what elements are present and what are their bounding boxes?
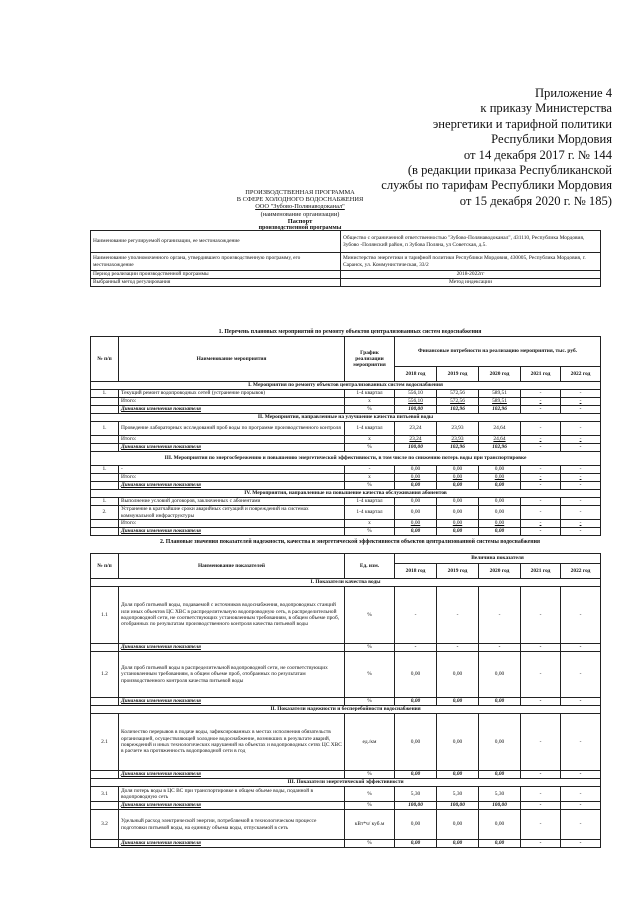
row-num: 3.1 bbox=[91, 787, 119, 802]
table-row bbox=[91, 390, 601, 398]
row-num bbox=[91, 444, 119, 452]
row-value: 24,64 bbox=[479, 422, 521, 436]
row-value: - bbox=[521, 652, 561, 698]
table-row bbox=[91, 482, 601, 490]
passport-value: Министерство энергетики и тарифной политики Республики Мордовия, 430005, Республика Мордовия, г. Саранск, ул. Коммунистическая, 33/2 bbox=[341, 253, 601, 271]
row-value: - bbox=[561, 498, 601, 506]
row-num bbox=[91, 398, 119, 406]
row-value: - bbox=[521, 714, 561, 771]
row-value: 0,00 bbox=[437, 520, 479, 528]
row-value: 0,00 bbox=[437, 528, 479, 536]
passport-label: Наименование регулируемой организации, ее местонахождение bbox=[91, 231, 341, 253]
table-row bbox=[91, 528, 601, 536]
col-finance-header: Финансовые потребности на реализацию мероприятия, тыс. руб. bbox=[395, 337, 601, 367]
row-unit: % bbox=[345, 644, 395, 652]
table-row bbox=[91, 698, 601, 706]
row-value: 0,00 bbox=[479, 474, 521, 482]
row-name: Динамика изменения показателя bbox=[119, 644, 345, 652]
row-value: 0,00 bbox=[437, 652, 479, 698]
section-title: I. Мероприятия по ремонту объектов централизованных систем водоснабжения bbox=[91, 382, 601, 390]
row-sched: 1-4 квартал bbox=[345, 506, 395, 520]
row-value: 0,00 bbox=[395, 698, 437, 706]
table-row bbox=[91, 506, 601, 520]
row-value: 100,00 bbox=[395, 802, 437, 810]
year-header: 2022 год bbox=[561, 367, 601, 382]
row-value: 0,00 bbox=[395, 771, 437, 779]
row-value: - bbox=[561, 406, 601, 414]
section-row bbox=[91, 452, 601, 466]
passport-row bbox=[91, 231, 601, 253]
row-name: Выполнение условий договоров, заключенных с абонентами bbox=[119, 498, 345, 506]
table-row bbox=[91, 802, 601, 810]
section-title: II. Показатели надежности и бесперебойности водоснабжения bbox=[91, 706, 601, 714]
row-value: 23,93 bbox=[437, 422, 479, 436]
section-row bbox=[91, 490, 601, 498]
passport-value: 2018-2022гг bbox=[341, 271, 601, 279]
row-unit: % bbox=[345, 802, 395, 810]
row-name: Устранение в кратчайшие сроки аварийных ситуаций и повреждений на системах коммунальной инфраструктуры bbox=[119, 506, 345, 520]
row-value: - bbox=[561, 587, 601, 644]
repair-measures-table bbox=[90, 336, 601, 536]
row-value: 100,00 bbox=[437, 802, 479, 810]
table-row bbox=[91, 787, 601, 802]
row-value: 0,00 bbox=[479, 840, 521, 848]
row-value: - bbox=[521, 771, 561, 779]
passport-subtitle: производственной программы bbox=[258, 225, 342, 231]
section-row bbox=[91, 382, 601, 390]
row-value: 0,00 bbox=[395, 520, 437, 528]
passport-table bbox=[90, 230, 601, 287]
row-value: - bbox=[561, 466, 601, 474]
row-value: - bbox=[521, 406, 561, 414]
year-header: 2021 год bbox=[521, 367, 561, 382]
row-value: - bbox=[479, 644, 521, 652]
row-value: - bbox=[561, 506, 601, 520]
row-value: - bbox=[561, 644, 601, 652]
section-title: III. Показатели энергетической эффективности bbox=[91, 779, 601, 787]
row-value: - bbox=[561, 528, 601, 536]
row-value: - bbox=[437, 587, 479, 644]
table-row bbox=[91, 436, 601, 444]
row-value: - bbox=[521, 390, 561, 398]
section-title: IV. Мероприятия, направленные на повышение качества обслуживания абонентов bbox=[91, 490, 601, 498]
row-name: Динамика изменения показателя bbox=[119, 771, 345, 779]
row-name: Проведение лабораторных исследований проб воды по программе производственного контроля bbox=[119, 422, 345, 436]
table-row bbox=[91, 840, 601, 848]
row-value: 0,00 bbox=[437, 498, 479, 506]
row-sched: % bbox=[345, 444, 395, 452]
appendix-line: от 14 декабря 2017 г. № 144 bbox=[463, 147, 612, 162]
row-value: - bbox=[521, 802, 561, 810]
row-num: 1. bbox=[91, 390, 119, 398]
row-unit: % bbox=[345, 652, 395, 698]
row-value: 0,00 bbox=[437, 506, 479, 520]
row-num bbox=[91, 406, 119, 414]
row-value: 0,00 bbox=[395, 528, 437, 536]
organization-caption: (наименование организации) bbox=[260, 211, 340, 218]
col-name-header: Наименование показателей bbox=[119, 554, 345, 579]
row-value: - bbox=[521, 528, 561, 536]
row-value: - bbox=[521, 840, 561, 848]
table-row bbox=[91, 652, 601, 698]
row-name: - bbox=[119, 466, 345, 474]
row-sched: x bbox=[345, 398, 395, 406]
row-name: Динамика изменения показателя bbox=[119, 528, 345, 536]
row-value: 100,00 bbox=[395, 444, 437, 452]
row-value: - bbox=[561, 444, 601, 452]
appendix-line: от 15 декабря 2020 г. № 185) bbox=[459, 193, 612, 208]
col-values-header: Величина показателя bbox=[395, 554, 601, 564]
row-value: 556,10 bbox=[395, 390, 437, 398]
row-value: 0,00 bbox=[437, 771, 479, 779]
passport-value: Общество с ограниченной ответственностью "Зубово-Полянаводоканал", 431110, Республика Мордовия, Зубово -Полянский район, п Зубова Поляна, ул Советская, д.5. bbox=[341, 231, 601, 253]
row-value: - bbox=[521, 644, 561, 652]
table-row bbox=[91, 406, 601, 414]
row-value: 23,93 bbox=[437, 436, 479, 444]
row-sched: % bbox=[345, 482, 395, 490]
section-row bbox=[91, 414, 601, 422]
row-unit: кВт*ч/ куб.м bbox=[345, 810, 395, 840]
row-sched: 1-4 квартал bbox=[345, 422, 395, 436]
row-name: Количество перерывов в подаче воды, зафиксированных в местах исполнения обязательств организацией, осуществляющей холодное водоснабжение, возникших в результате аварий, повреждений и иных технологических нарушений на объектах и водопроводных сетях ЦС ХВС в расчете на протяженность водопроводной сети в год bbox=[119, 714, 345, 771]
row-value: - bbox=[521, 482, 561, 490]
row-value: 572,56 bbox=[437, 390, 479, 398]
row-value: 24,64 bbox=[479, 436, 521, 444]
row-num bbox=[91, 520, 119, 528]
row-value: - bbox=[561, 698, 601, 706]
row-unit: % bbox=[345, 771, 395, 779]
section-title: I. Показатели качества воды bbox=[91, 579, 601, 587]
row-value: 0,00 bbox=[437, 466, 479, 474]
row-value: 589,51 bbox=[479, 398, 521, 406]
row-value: 0,00 bbox=[395, 506, 437, 520]
row-value: 0,00 bbox=[395, 474, 437, 482]
row-name: Динамика изменения показателя bbox=[119, 444, 345, 452]
row-name: Динамика изменения показателя bbox=[119, 840, 345, 848]
row-value: - bbox=[521, 422, 561, 436]
appendix-line: энергетики и тарифной политики bbox=[432, 116, 612, 131]
row-name: Итого: bbox=[119, 520, 345, 528]
row-name: Динамика изменения показателя bbox=[119, 406, 345, 414]
table-row bbox=[91, 498, 601, 506]
row-value: 0,00 bbox=[395, 840, 437, 848]
row-num: 1.2 bbox=[91, 652, 119, 698]
row-value: 0,00 bbox=[479, 482, 521, 490]
row-value: - bbox=[437, 644, 479, 652]
row-num bbox=[91, 482, 119, 490]
row-value: - bbox=[561, 398, 601, 406]
row-sched: x bbox=[345, 474, 395, 482]
passport-row bbox=[91, 279, 601, 287]
col-num-header: № п/п bbox=[91, 554, 119, 579]
row-value: - bbox=[561, 520, 601, 528]
row-value: 5,30 bbox=[437, 787, 479, 802]
year-header: 2019 год bbox=[437, 564, 479, 579]
row-value: 572,56 bbox=[437, 398, 479, 406]
row-num: 1.1 bbox=[91, 587, 119, 644]
row-value: 102,96 bbox=[479, 406, 521, 414]
table-row bbox=[91, 587, 601, 644]
row-value: - bbox=[561, 810, 601, 840]
row-name: Динамика изменения показателя bbox=[119, 802, 345, 810]
row-value: - bbox=[561, 474, 601, 482]
row-value: - bbox=[521, 474, 561, 482]
row-num bbox=[91, 771, 119, 779]
table2-title: 2. Плановые значения показателей надежности, качества и энергетической эффективности объектов централизованной системы водоснабжения bbox=[159, 539, 541, 545]
row-value: 100,00 bbox=[395, 406, 437, 414]
row-value: - bbox=[521, 498, 561, 506]
row-unit: % bbox=[345, 587, 395, 644]
row-value: - bbox=[479, 587, 521, 644]
appendix-line: Приложение 4 bbox=[534, 86, 612, 100]
row-value: - bbox=[521, 466, 561, 474]
row-value: 0,00 bbox=[479, 698, 521, 706]
year-header: 2020 год bbox=[479, 367, 521, 382]
col-unit-header: Ед. изм. bbox=[345, 554, 395, 579]
table-row bbox=[91, 520, 601, 528]
row-value: - bbox=[395, 644, 437, 652]
row-value: - bbox=[521, 398, 561, 406]
row-value: 0,00 bbox=[479, 520, 521, 528]
row-value: 5,30 bbox=[479, 787, 521, 802]
row-name: Итого: bbox=[119, 474, 345, 482]
row-unit: % bbox=[345, 698, 395, 706]
row-name: Итого: bbox=[119, 436, 345, 444]
row-sched: 1-4 квартал bbox=[345, 498, 395, 506]
organization-name: ООО "Зубово-Полянаводоканал" bbox=[255, 203, 345, 210]
row-num bbox=[91, 840, 119, 848]
row-value: 0,00 bbox=[437, 714, 479, 771]
row-sched: - bbox=[345, 466, 395, 474]
passport-value: Метод индексации bbox=[341, 279, 601, 287]
row-value: - bbox=[561, 714, 601, 771]
row-value: 556,10 bbox=[395, 398, 437, 406]
row-value: - bbox=[395, 587, 437, 644]
row-value: - bbox=[561, 436, 601, 444]
row-value: - bbox=[521, 587, 561, 644]
row-value: 0,00 bbox=[479, 810, 521, 840]
row-value: 0,00 bbox=[479, 771, 521, 779]
year-header: 2022 год bbox=[561, 564, 601, 579]
year-header: 2020 год bbox=[479, 564, 521, 579]
row-value: 5,30 bbox=[395, 787, 437, 802]
row-value: - bbox=[521, 444, 561, 452]
program-title: ПРОИЗВОДСТВЕННАЯ ПРОГРАММА bbox=[245, 189, 355, 196]
passport-title: Паспорт bbox=[287, 218, 313, 225]
row-value: 0,00 bbox=[437, 482, 479, 490]
table-row bbox=[91, 644, 601, 652]
row-sched: % bbox=[345, 528, 395, 536]
table-row bbox=[91, 466, 601, 474]
row-value: - bbox=[521, 787, 561, 802]
row-name: Текущий ремонт водопроводных сетей (устранение прорывов) bbox=[119, 390, 345, 398]
row-value: 0,00 bbox=[479, 506, 521, 520]
table-row bbox=[91, 422, 601, 436]
row-num: 2.1 bbox=[91, 714, 119, 771]
col-name-header: Наименование мероприятия bbox=[119, 337, 345, 382]
row-num bbox=[91, 644, 119, 652]
section-row bbox=[91, 706, 601, 714]
row-value: 0,00 bbox=[395, 466, 437, 474]
col-schedule-header: График реализации мероприятия bbox=[345, 337, 395, 382]
row-num: 1. bbox=[91, 498, 119, 506]
program-sphere: В СФЕРЕ ХОЛОДНОГО ВОДОСНАБЖЕНИЯ bbox=[236, 196, 364, 203]
row-value: 23,24 bbox=[395, 422, 437, 436]
row-value: 102,96 bbox=[437, 406, 479, 414]
appendix-line: (в редакции приказа Республиканской bbox=[407, 163, 612, 178]
row-value: 0,00 bbox=[395, 482, 437, 490]
row-value: - bbox=[521, 506, 561, 520]
row-value: 23,24 bbox=[395, 436, 437, 444]
row-value: - bbox=[561, 802, 601, 810]
passport-row bbox=[91, 271, 601, 279]
row-sched: x bbox=[345, 436, 395, 444]
row-value: - bbox=[561, 652, 601, 698]
row-value: 0,00 bbox=[437, 474, 479, 482]
row-name: Доля потерь воды в ЦС ВС при транспортировке в общем объеме воды, поданной в водопроводную сеть bbox=[119, 787, 345, 802]
year-header: 2019 год bbox=[437, 367, 479, 382]
row-name: Доля проб питьевой воды в распределительной водопроводной сети, не соответствующих установленным требованиям, в общем объеме проб, отобранных по результатам производственного контроля качества питьевой воды bbox=[119, 652, 345, 698]
row-num bbox=[91, 474, 119, 482]
row-value: - bbox=[561, 787, 601, 802]
row-value: - bbox=[561, 840, 601, 848]
col-num-header: № п/п bbox=[91, 337, 119, 382]
row-value: 102,96 bbox=[437, 444, 479, 452]
row-name: Итого: bbox=[119, 398, 345, 406]
row-value: 0,00 bbox=[437, 698, 479, 706]
row-value: 0,00 bbox=[395, 652, 437, 698]
row-value: 589,51 bbox=[479, 390, 521, 398]
row-name: Доля проб питьевой воды, подаваемой с источников водоснабжения, водопроводных станций или иных объектов ЦС ХВС в распределительную водопроводную сеть, в распределительной водопроводной сети, не соответствующих установленным требованиям, в общем объеме проб, отобранных по результатам производственного контроля качества питьевой воды bbox=[119, 587, 345, 644]
row-num: 1. bbox=[91, 422, 119, 436]
row-unit: % bbox=[345, 840, 395, 848]
row-value: 0,00 bbox=[437, 840, 479, 848]
section-row bbox=[91, 779, 601, 787]
appendix-line: к приказу Министерства bbox=[480, 101, 612, 116]
row-sched: 1-4 квартал bbox=[345, 390, 395, 398]
passport-row bbox=[91, 253, 601, 271]
row-num bbox=[91, 698, 119, 706]
row-value: 0,00 bbox=[479, 528, 521, 536]
table-row bbox=[91, 474, 601, 482]
row-value: 0,00 bbox=[437, 810, 479, 840]
row-value: 0,00 bbox=[479, 652, 521, 698]
row-value: - bbox=[521, 436, 561, 444]
passport-label: Наименование уполномоченного органа, утвердившего производственную программу, его местонахождение bbox=[91, 253, 341, 271]
row-unit: ед./км bbox=[345, 714, 395, 771]
row-value: - bbox=[561, 422, 601, 436]
appendix-line: службы по тарифам Республики Мордовия bbox=[381, 178, 612, 193]
year-header: 2018 год bbox=[395, 564, 437, 579]
row-value: 0,00 bbox=[395, 810, 437, 840]
row-value: - bbox=[561, 390, 601, 398]
passport-label: Период реализации производственной программы bbox=[91, 271, 341, 279]
row-value: - bbox=[561, 771, 601, 779]
row-value: 0,00 bbox=[395, 714, 437, 771]
row-num bbox=[91, 802, 119, 810]
row-value: 0,00 bbox=[479, 714, 521, 771]
row-unit: % bbox=[345, 787, 395, 802]
row-value: 0,00 bbox=[479, 466, 521, 474]
table-row bbox=[91, 444, 601, 452]
table-row bbox=[91, 714, 601, 771]
row-num bbox=[91, 528, 119, 536]
row-sched: % bbox=[345, 406, 395, 414]
row-value: - bbox=[521, 810, 561, 840]
section-title: II. Мероприятия, направленные на улучшение качества питьевой воды bbox=[91, 414, 601, 422]
row-name: Динамика изменения показателя bbox=[119, 482, 345, 490]
table-row bbox=[91, 810, 601, 840]
row-sched: x bbox=[345, 520, 395, 528]
row-value: - bbox=[561, 482, 601, 490]
indicators-table bbox=[90, 553, 601, 848]
row-value: - bbox=[521, 520, 561, 528]
table-row bbox=[91, 771, 601, 779]
row-num: 2. bbox=[91, 506, 119, 520]
section-row bbox=[91, 579, 601, 587]
row-value: 0,00 bbox=[479, 498, 521, 506]
appendix-line: Республики Мордовия bbox=[491, 132, 612, 147]
row-value: 0,00 bbox=[395, 498, 437, 506]
row-num: 1. bbox=[91, 466, 119, 474]
row-value: - bbox=[521, 698, 561, 706]
year-header: 2018 год bbox=[395, 367, 437, 382]
table-row bbox=[91, 398, 601, 406]
row-num bbox=[91, 436, 119, 444]
passport-label: Выбранный метод регулирования bbox=[91, 279, 341, 287]
table1-title: 1. Перечень плановых мероприятий по ремонту объектов централизованных систем водоснабжения bbox=[218, 329, 482, 335]
row-value: 100,00 bbox=[479, 802, 521, 810]
row-name: Динамика изменения показателя bbox=[119, 698, 345, 706]
section-title: III. Мероприятия по энергосбережению и повышению энергетической эффективности, в том числе по снижению потерь воды при транспортировке bbox=[91, 452, 601, 466]
row-num: 3.2 bbox=[91, 810, 119, 840]
year-header: 2021 год bbox=[521, 564, 561, 579]
row-value: 102,96 bbox=[479, 444, 521, 452]
row-name: Удельный расход электрической энергии, потребляемой в технологическом процессе подготовки питьевой воды, на единицу объема воды, отпускаемой в сеть bbox=[119, 810, 345, 840]
